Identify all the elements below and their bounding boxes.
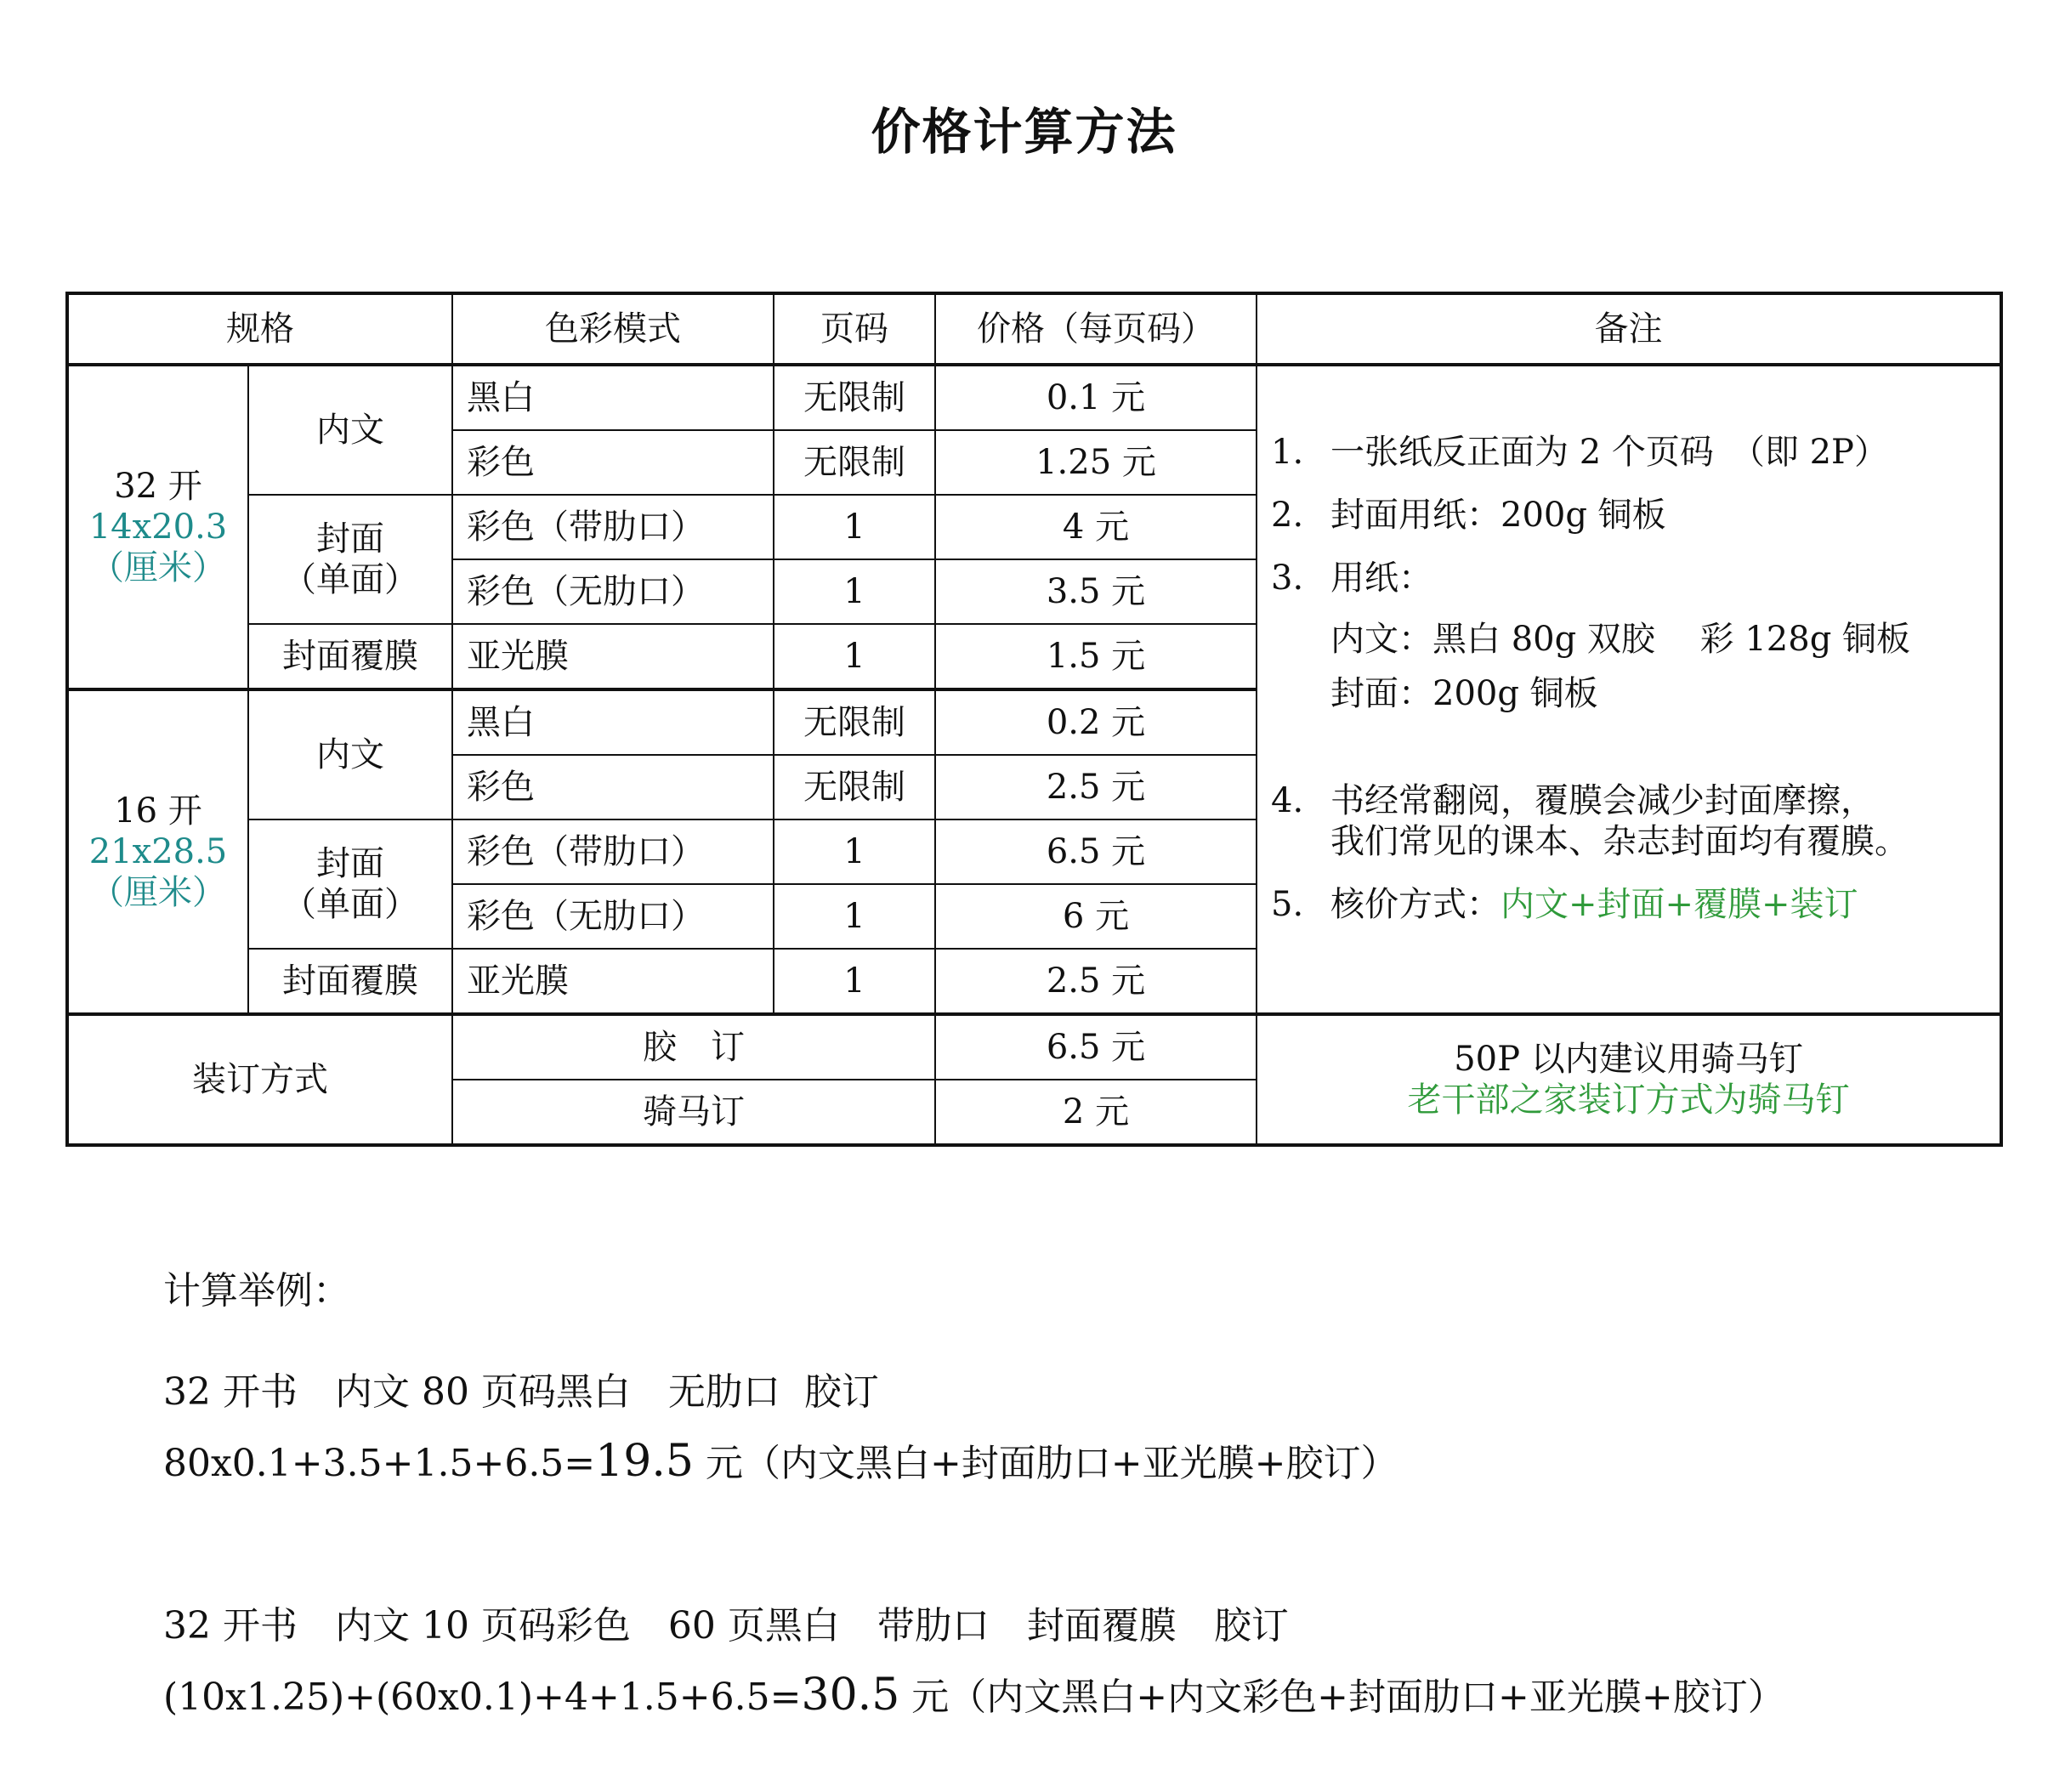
table-row xyxy=(67,365,2001,430)
example-1-formula: 80x0.1+3.5+1.5+6.5=19.5 元（内文黑白+封面肋口+亚光膜+胶订） xyxy=(163,1436,1398,1488)
color-mode-cell: 彩色（带肋口） xyxy=(452,819,774,884)
spec-unit: （厘米） xyxy=(90,873,226,912)
table-header-row xyxy=(67,293,2001,365)
spec-size: 14x20.3 xyxy=(88,508,228,547)
binding-label: 装订方式 xyxy=(67,1014,452,1145)
binding-glue-price: 6.5 元 xyxy=(935,1014,1257,1080)
spec-size: 21x28.5 xyxy=(88,832,228,871)
pages-cell: 1 xyxy=(774,624,935,689)
pages-cell: 1 xyxy=(774,884,935,949)
notes-cell xyxy=(1257,365,2001,1014)
calculation-examples xyxy=(163,1267,1785,1742)
note-2: 2. 封面用纸：200g 铜板 xyxy=(1271,496,1666,535)
pages-cell: 1 xyxy=(774,819,935,884)
example-1-description: 32 开书 内文 80 页码黑白 无肋口 胶订 xyxy=(163,1370,879,1415)
color-mode-cell: 彩色（无肋口） xyxy=(452,559,774,624)
note-4: 4. 书经常翻阅，覆膜会减少封面摩擦， 我们常见的课本、杂志封面均有覆膜。 xyxy=(1271,781,1909,861)
binding-saddle-price: 2 元 xyxy=(935,1080,1257,1145)
binding-saddle: 骑马订 xyxy=(452,1080,935,1145)
category-neiwen: 内文 xyxy=(248,689,452,819)
color-mode-cell: 亚光膜 xyxy=(452,949,774,1014)
category-fengmian: 封面 （单面） xyxy=(248,819,452,949)
price-cell: 6.5 元 xyxy=(935,819,1257,884)
example-2-formula: (10x1.25)+(60x0.1)+4+1.5+6.5=30.5 元（内文黑白+内文彩色+封面肋口+亚光膜+胶订） xyxy=(163,1670,1785,1721)
binding-note: 50P 以内建议用骑马钉 老干部之家装订方式为骑马钉 xyxy=(1257,1014,2001,1145)
color-mode-cell: 黑白 xyxy=(452,689,774,755)
price-cell: 1.5 元 xyxy=(935,624,1257,689)
header-color-mode: 色彩模式 xyxy=(452,293,774,365)
spec-name: 16 开 xyxy=(114,791,202,831)
price-cell: 2.5 元 xyxy=(935,755,1257,819)
header-spec: 规格 xyxy=(67,293,452,365)
pricing-formula: 内文+封面+覆膜+装订 xyxy=(1501,885,1858,924)
spec-name: 32 开 xyxy=(114,467,202,506)
example-1-result: 19.5 xyxy=(595,1436,694,1488)
category-neiwen: 内文 xyxy=(248,365,452,495)
table-row xyxy=(67,1014,2001,1080)
pages-cell: 无限制 xyxy=(774,755,935,819)
binding-glue: 胶 订 xyxy=(452,1014,935,1080)
spec-32 xyxy=(67,365,248,689)
price-cell: 6 元 xyxy=(935,884,1257,949)
pages-cell: 无限制 xyxy=(774,430,935,495)
color-mode-cell: 彩色（带肋口） xyxy=(452,495,774,559)
color-mode-cell: 彩色 xyxy=(452,755,774,819)
header-notes: 备注 xyxy=(1257,293,2001,365)
price-cell: 1.25 元 xyxy=(935,430,1257,495)
note-5: 5. 核价方式：内文+封面+覆膜+装订 xyxy=(1271,885,1858,924)
color-mode-cell: 彩色（无肋口） xyxy=(452,884,774,949)
header-price: 价格（每页码） xyxy=(935,293,1257,365)
pages-cell: 1 xyxy=(774,949,935,1014)
price-table xyxy=(65,292,2003,1147)
spec-16 xyxy=(67,689,248,1014)
price-cell: 3.5 元 xyxy=(935,559,1257,624)
price-cell: 0.2 元 xyxy=(935,689,1257,755)
color-mode-cell: 亚光膜 xyxy=(452,624,774,689)
pages-cell: 1 xyxy=(774,495,935,559)
example-2-description: 32 开书 内文 10 页码彩色 60 页黑白 带肋口 封面覆膜 胶订 xyxy=(163,1603,1289,1647)
color-mode-cell: 黑白 xyxy=(452,365,774,430)
price-cell: 0.1 元 xyxy=(935,365,1257,430)
example-2-result: 30.5 xyxy=(801,1670,900,1721)
note-3: 3. 用纸： xyxy=(1271,559,1432,598)
price-cell: 4 元 xyxy=(935,495,1257,559)
examples-heading: 计算举例： xyxy=(163,1269,350,1313)
page-title: 价格计算方法 xyxy=(871,103,1177,161)
header-pages: 页码 xyxy=(774,293,935,365)
category-fumo: 封面覆膜 xyxy=(248,624,452,689)
color-mode-cell: 彩色 xyxy=(452,430,774,495)
pages-cell: 无限制 xyxy=(774,365,935,430)
pages-cell: 无限制 xyxy=(774,689,935,755)
spec-unit: （厘米） xyxy=(90,548,226,587)
category-fumo: 封面覆膜 xyxy=(248,949,452,1014)
note-3-details: 内文：黑白 80g 双胶 彩 128g 铜板 封面：200g 铜板 xyxy=(1330,620,1911,713)
note-1: 1. 一张纸反正面为 2 个页码 （即 2P） xyxy=(1271,433,1888,472)
price-cell: 2.5 元 xyxy=(935,949,1257,1014)
pages-cell: 1 xyxy=(774,559,935,624)
category-fengmian: 封面 （单面） xyxy=(248,495,452,624)
